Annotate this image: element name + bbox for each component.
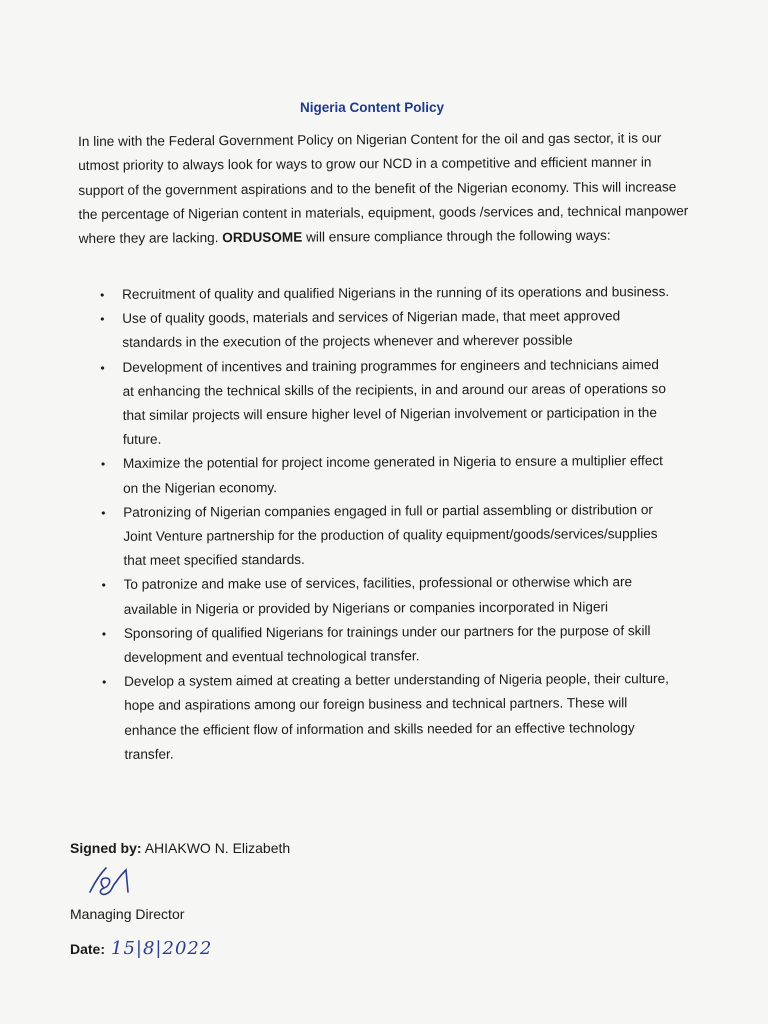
signed-by-label: Signed by:	[70, 840, 142, 856]
signature-icon	[86, 862, 146, 902]
bullet-icon: •	[100, 312, 105, 327]
intro-text-after: will ensure compliance through the following ways:	[302, 227, 611, 245]
list-item-text: Development of incentives and training programmes for engineers and technicians aimed at enhancing the technical skills of the recipients, in and around our areas of operations so that similar projects will ensure higher level of Nigerian involvement or participation in the future.	[122, 356, 666, 448]
intro-paragraph	[78, 126, 689, 251]
list-item	[100, 353, 670, 453]
bullet-icon: •	[102, 675, 107, 690]
date-row	[70, 938, 212, 959]
list-item-text: To patronize and make use of services, facilities, professional or otherwise which are available in Nigeria or provided by Nigerians or companies incorporated in Nigeri	[123, 574, 633, 617]
bullet-icon: •	[101, 578, 106, 593]
date-label: Date:	[70, 940, 106, 957]
list-item-text: Sponsoring of qualified Nigerians for trainings under our partners for the purpose of skill development and eventual technological transfer.	[123, 622, 651, 665]
list-item-text: Recruitment of quality and qualified Nigerians in the running of its operations and business.	[122, 284, 670, 302]
signer-name: AHIAKWO N. Elizabeth	[144, 840, 291, 856]
signed-by	[70, 840, 290, 856]
bullet-icon: •	[100, 457, 106, 472]
bullet-icon: •	[100, 360, 105, 375]
list-item-text: Develop a system aimed at creating a better understanding of Nigeria people, their culture, hope and aspirations among our foreign business and technical partners. These will enhance the efficient flow of information and skills needed for an effective technology transfer.	[124, 671, 669, 762]
company-name: ORDUSOME	[222, 229, 303, 246]
page-title: Nigeria Content Policy	[299, 100, 445, 115]
date-value: 15|8|2022	[111, 938, 213, 959]
list-item	[101, 498, 671, 574]
list-item	[102, 570, 672, 621]
bullet-icon: •	[101, 505, 106, 520]
bullet-icon: •	[100, 287, 105, 302]
list-item-text: Maximize the potential for project income generated in Nigeria to ensure a multiplier effect on the Nigerian economy.	[122, 453, 663, 496]
list-item	[102, 667, 672, 767]
intro-text-before: In line with the Federal Government Policy on Nigerian Content for the oil and gas sector, it is our utmost priority to always look for ways to grow our NCD in a competitive and efficient manner in support of the government aspirations and to the benefit of the Nigerian economy. This will increase the percentage of Nigerian content in materials, equipment, goods /services and, technical manpower where they are lacking.	[78, 130, 689, 247]
list-item-text: Patronizing of Nigerian companies engaged in full or partial assembling or distribution or Joint Venture partnership for the production of quality equipment/goods/services/supplies that meet specified standards.	[123, 501, 658, 569]
signer-role: Managing Director	[70, 906, 185, 922]
list-item	[101, 449, 671, 500]
list-item	[100, 304, 670, 355]
list-item	[100, 280, 670, 307]
list-item-text: Use of quality goods, materials and services of Nigerian made, that meet approved standards in the execution of the projects whenever and wherever possible	[122, 308, 621, 351]
list-item	[102, 619, 672, 670]
policy-list	[100, 280, 673, 767]
bullet-icon: •	[101, 626, 107, 641]
